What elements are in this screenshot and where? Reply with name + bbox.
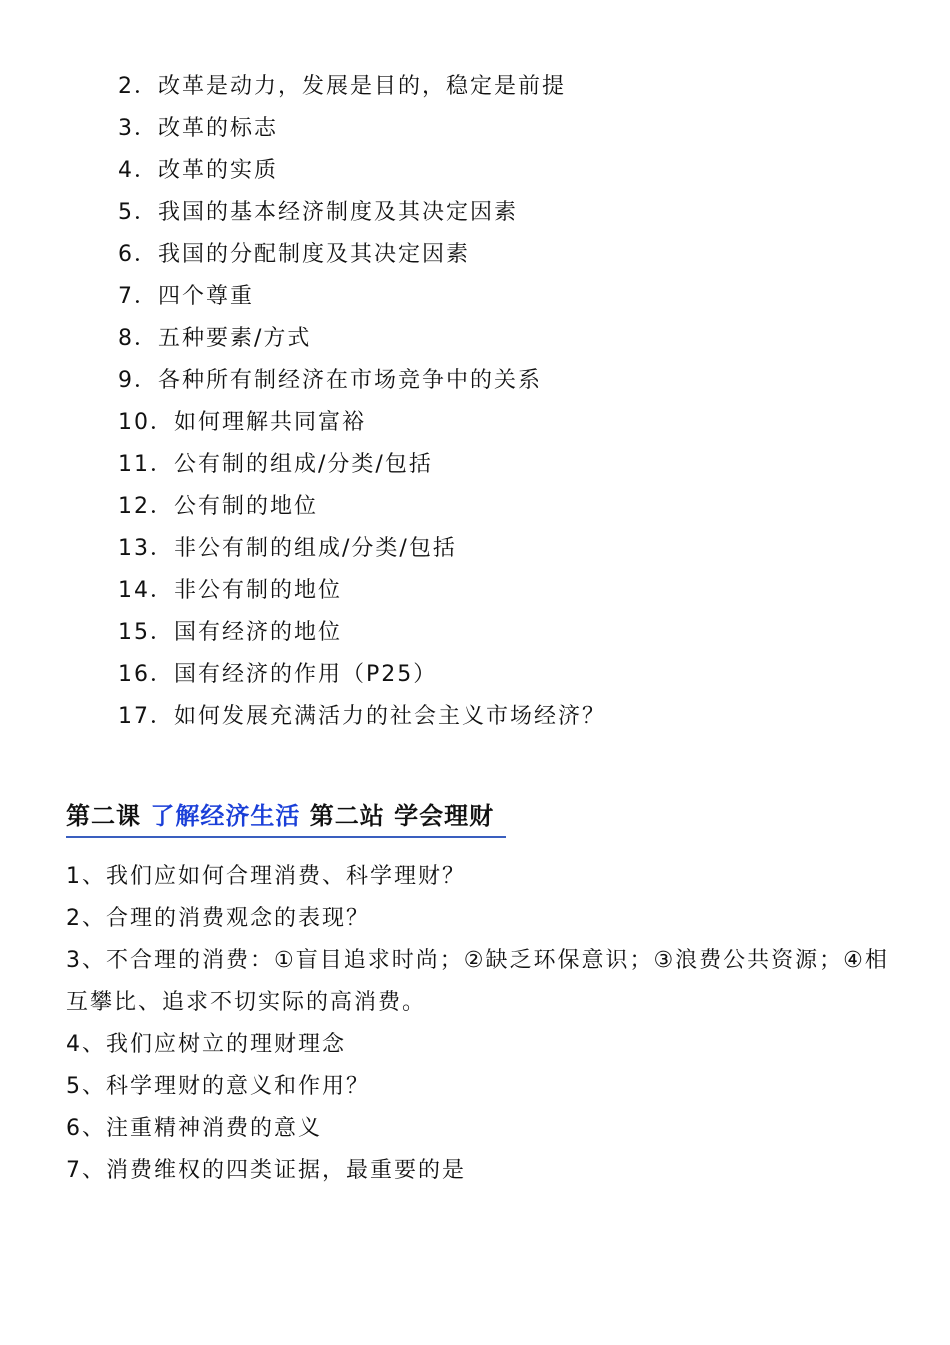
question-item: 3、不合理的消费：①盲目追求时尚；②缺乏环保意识；③浪费公共资源；④相互攀比、追求不切实际的高消费。 xyxy=(66,948,889,1015)
outline-item: 2．改革是动力，发展是目的，稳定是前提 xyxy=(118,74,566,99)
outline-item: 15．国有经济的地位 xyxy=(118,620,342,645)
question-item: 4、我们应树立的理财理念 xyxy=(66,1032,346,1057)
outline-item: 13．非公有制的组成/分类/包括 xyxy=(118,536,457,561)
question-item: 2、合理的消费观念的表现？ xyxy=(66,906,370,931)
outline-item: 9．各种所有制经济在市场竞争中的关系 xyxy=(118,368,542,393)
topic-label: 了解经济生活 xyxy=(150,802,301,830)
question-item: 1、我们应如何合理消费、科学理财？ xyxy=(66,864,466,889)
question-item: 6、注重精神消费的意义 xyxy=(66,1116,322,1141)
lesson-label: 第二课 xyxy=(66,802,141,830)
station-label: 第二站 学会理财 xyxy=(309,802,495,830)
outline-item: 5．我国的基本经济制度及其决定因素 xyxy=(118,200,518,225)
question-item: 5、科学理财的意义和作用？ xyxy=(66,1074,370,1099)
section-heading xyxy=(66,796,506,838)
outline-item: 16．国有经济的作用（P25） xyxy=(118,662,438,687)
outline-item: 7．四个尊重 xyxy=(118,284,254,309)
question-list xyxy=(66,856,896,1192)
outline-item: 10．如何理解共同富裕 xyxy=(118,410,366,435)
outline-item: 6．我国的分配制度及其决定因素 xyxy=(118,242,470,267)
outline-item: 17．如何发展充满活力的社会主义市场经济？ xyxy=(118,704,606,729)
question-item: 7、消费维权的四类证据，最重要的是 xyxy=(66,1158,466,1183)
outline-item: 12．公有制的地位 xyxy=(118,494,318,519)
outline-list xyxy=(118,66,606,738)
outline-item: 14．非公有制的地位 xyxy=(118,578,342,603)
outline-item: 8．五种要素/方式 xyxy=(118,326,312,351)
outline-item: 4．改革的实质 xyxy=(118,158,278,183)
outline-item: 3．改革的标志 xyxy=(118,116,278,141)
outline-item: 11．公有制的组成/分类/包括 xyxy=(118,452,433,477)
